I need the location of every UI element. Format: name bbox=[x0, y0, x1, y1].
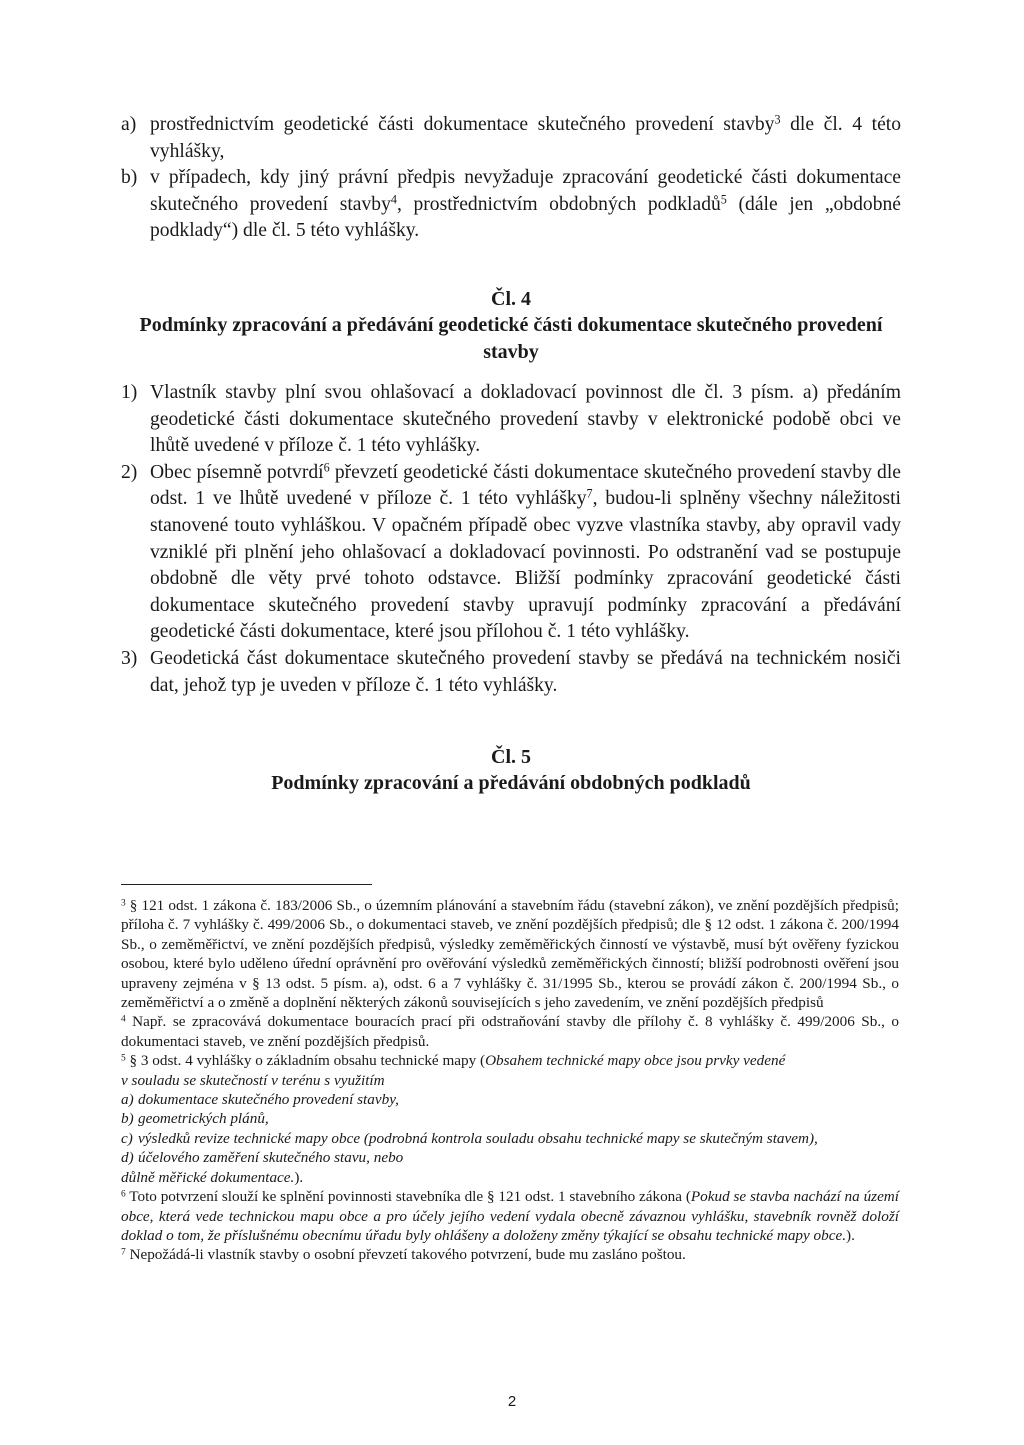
footnote-quote: Obsahem technické mapy obce jsou prvky vedené bbox=[485, 1052, 786, 1070]
paragraph-marker: 1) bbox=[121, 382, 138, 403]
footnote-line: dle § 12 odst. 1 zákona č. 200/1994 Sb., o zeměměřictví, ve znění pozdějších předpisů, výsledky zeměměřických bbox=[121, 916, 899, 953]
list-item-b bbox=[121, 165, 901, 245]
list-item-text bbox=[150, 112, 901, 165]
sub-item-marker: b) bbox=[121, 1110, 134, 1128]
footnote-quote: Pokud se stavba nachází na území obce, která vede technickou mapu obce a pro účely jejího vedení vydala obecně závaznou vyhlášku, stavebník rovněž doloží doklad o tom, že příslušnému obecnímu úřadu byly ohlášeny a doloženy změny týkající se obsahu technické mapy obce. bbox=[121, 1188, 899, 1244]
sub-item-text: účelového zaměření skutečného stavu, nebo bbox=[138, 1149, 404, 1167]
sub-item-text: výsledků revize technické mapy obce (podrobná kontrola souladu obsahu technické mapy se skutečným stavem), bbox=[138, 1129, 818, 1147]
paragraph-2 bbox=[121, 460, 901, 646]
text-run: , prostřednictvím obdobných podkladů bbox=[396, 193, 721, 215]
footnote-line: odst. 6 a 7 vyhlášky č. 31/1995 Sb., kterou se provádí zákon č. 200/1994 Sb., o zeměměřictví a o změně a bbox=[121, 974, 899, 1012]
text-run: převzetí geodetické části dokumentace skutečného provedení stavby dle odst. 1 ve lhůtě uvedené v příloze č. 1 této vyhlášky bbox=[150, 461, 901, 510]
text-run: , budou-li splněny všechny náležitosti stanovené touto vyhláškou. V opačném případě obec vyzve vlastníka stavby, aby opravil vady vzniklé při plnění jeho ohlašovací a dokladovací povinnosti. Po odstranění vad se postupuje obdobně dle věty prvé tohoto odstavce. Bližší podmínky zpracování geodetické části dokumentace skutečného provedení stavby upravují podmínky zpracování a předávání geodetické části dokumentace, které jsou přílohou č. 1 této vyhlášky. bbox=[150, 488, 901, 643]
article-4-heading bbox=[121, 286, 901, 365]
footnote-quote: důlně měřické dokumentace. bbox=[121, 1168, 295, 1186]
text-run: dle čl. 4 této vyhlášky, bbox=[150, 114, 902, 162]
sub-item-text: geometrických plánů, bbox=[138, 1110, 269, 1128]
sub-item-marker: c) bbox=[121, 1129, 133, 1147]
paragraph-text bbox=[150, 460, 901, 646]
footnote-5-continuation bbox=[121, 1071, 899, 1090]
footnote-line: výsledků zeměměřických činností; bližší podrobnosti ověření jsou upraveny zejména v § 13 odst. 5 písm. a), bbox=[121, 955, 900, 992]
list-marker: a) bbox=[121, 114, 137, 135]
footnote-ref-4[interactable]: 4 bbox=[390, 192, 397, 207]
article-title: Podmínky zpracování a předávání obdobných podkladů bbox=[271, 772, 751, 794]
paragraph-marker: 3) bbox=[121, 647, 138, 669]
footnote-line: § 121 odst. 1 zákona č. 183/2006 Sb., o územním plánování a stavebním řádu (stavební zákon), ve znění bbox=[125, 897, 770, 914]
footnote-quote: v souladu se skutečností v terénu s využitím bbox=[121, 1071, 385, 1089]
footnote-ref-6[interactable]: 6 bbox=[323, 460, 330, 475]
footnote-text: Nepožádá-li vlastník stavby o osobní převzetí takového potvrzení, bude mu zasláno poštou. bbox=[125, 1246, 686, 1264]
footnote-5-items bbox=[121, 1090, 899, 1168]
footnote-7 bbox=[121, 1245, 899, 1264]
intro-list bbox=[121, 112, 901, 245]
footnotes bbox=[121, 896, 899, 1265]
footnote-sub-item bbox=[121, 1148, 899, 1167]
footnote-line: doplnění některých zákonů souvisejících s jeho zavedením, ve znění pozdějších předpisů bbox=[283, 994, 824, 1012]
list-item-text bbox=[150, 165, 901, 245]
paragraph-marker: 2) bbox=[121, 461, 138, 483]
article-number: Čl. 5 bbox=[491, 746, 531, 768]
text-run: Obec písemně potvrdí bbox=[150, 461, 324, 483]
footnote-line: č. 499/2006 Sb., o dokumentaci staveb, ve znění pozdějších předpisů. bbox=[121, 1013, 899, 1050]
footnote-text: ). bbox=[294, 1168, 304, 1186]
footnote-ref-7[interactable]: 7 bbox=[586, 486, 593, 501]
footnote-number: 3 bbox=[121, 898, 126, 909]
article-title: Podmínky zpracování a předávání geodetické části dokumentace skutečného provedení stavby bbox=[139, 314, 883, 363]
text-run: prostřednictvím geodetické části dokumentace skutečného provedení stavby bbox=[150, 114, 775, 135]
footnote-text: ). bbox=[846, 1226, 855, 1244]
page-number: 2 bbox=[507, 1393, 517, 1410]
footnote-number: 7 bbox=[121, 1247, 126, 1258]
list-item-a bbox=[121, 112, 901, 165]
footnote-6 bbox=[121, 1187, 899, 1245]
footnote-number: 6 bbox=[121, 1189, 126, 1200]
footnote-sub-item bbox=[121, 1090, 899, 1109]
paragraph-3 bbox=[121, 646, 901, 699]
list-marker: b) bbox=[121, 167, 138, 189]
footnote-5 bbox=[121, 1051, 899, 1070]
footnote-text: § 3 odst. 4 vyhlášky o základním obsahu technické mapy ( bbox=[125, 1052, 486, 1070]
paragraph-text: Vlastník stavby plní svou ohlašovací a dokladovací povinnost dle čl. 3 písm. a) předáním geodetické části dokumentace skutečného provedení stavby v elektronické podobě obci ve lhůtě uvedené v příloze č. 1 této vyhlášky. bbox=[150, 382, 901, 457]
sub-item-text: dokumentace skutečného provedení stavby, bbox=[138, 1091, 399, 1109]
footnote-3 bbox=[121, 896, 899, 1012]
sub-item-marker: a) bbox=[121, 1091, 134, 1109]
paragraph-1 bbox=[121, 380, 901, 460]
footnote-sub-item bbox=[121, 1129, 899, 1148]
footnote-number: 5 bbox=[121, 1053, 126, 1064]
footnote-separator bbox=[121, 884, 372, 885]
footnote-number: 4 bbox=[121, 1014, 126, 1025]
footnote-line: Např. se zpracovává dokumentace bouracích prací při odstraňování stavby dle přílohy č. 8 vyhlášky bbox=[125, 1013, 774, 1031]
footnote-ref-3[interactable]: 3 bbox=[774, 112, 781, 127]
footnote-4 bbox=[121, 1012, 899, 1051]
footnote-sub-item bbox=[121, 1109, 899, 1128]
footnote-line: činností ve výstavbě, musí být ověřeny fyzickou osobou, které bylo uděleno úřední oprávnění pro ověřování bbox=[121, 935, 900, 973]
sub-item-marker: d) bbox=[121, 1149, 134, 1167]
text-run: (dále jen „obdobné podklady“) dle čl. 5 této vyhlášky. bbox=[150, 193, 902, 242]
footnote-line: pozdějších předpisů; příloha č. 7 vyhlášky č. 499/2006 Sb., o dokumentaci staveb, ve znění pozdějších předpisů; bbox=[121, 897, 899, 934]
footnote-ref-5[interactable]: 5 bbox=[720, 192, 727, 207]
paragraph-text: Geodetická část dokumentace skutečného provedení stavby se předává na technickém nosiči dat, jehož typ je uveden v příloze č. 1 této vyhlášky. bbox=[150, 647, 901, 696]
text-run: v případech, kdy jiný právní předpis nevyžaduje zpracování geodetické části dokumentace skutečného provedení stavby bbox=[150, 167, 901, 215]
article-4-paragraphs bbox=[121, 380, 901, 699]
article-5-heading bbox=[121, 744, 901, 797]
footnote-5-closing bbox=[121, 1168, 899, 1187]
article-number: Čl. 4 bbox=[491, 288, 531, 310]
footnote-text: Toto potvrzení slouží ke splnění povinnosti stavebníka dle § 121 odst. 1 stavebního zákona ( bbox=[125, 1188, 691, 1206]
